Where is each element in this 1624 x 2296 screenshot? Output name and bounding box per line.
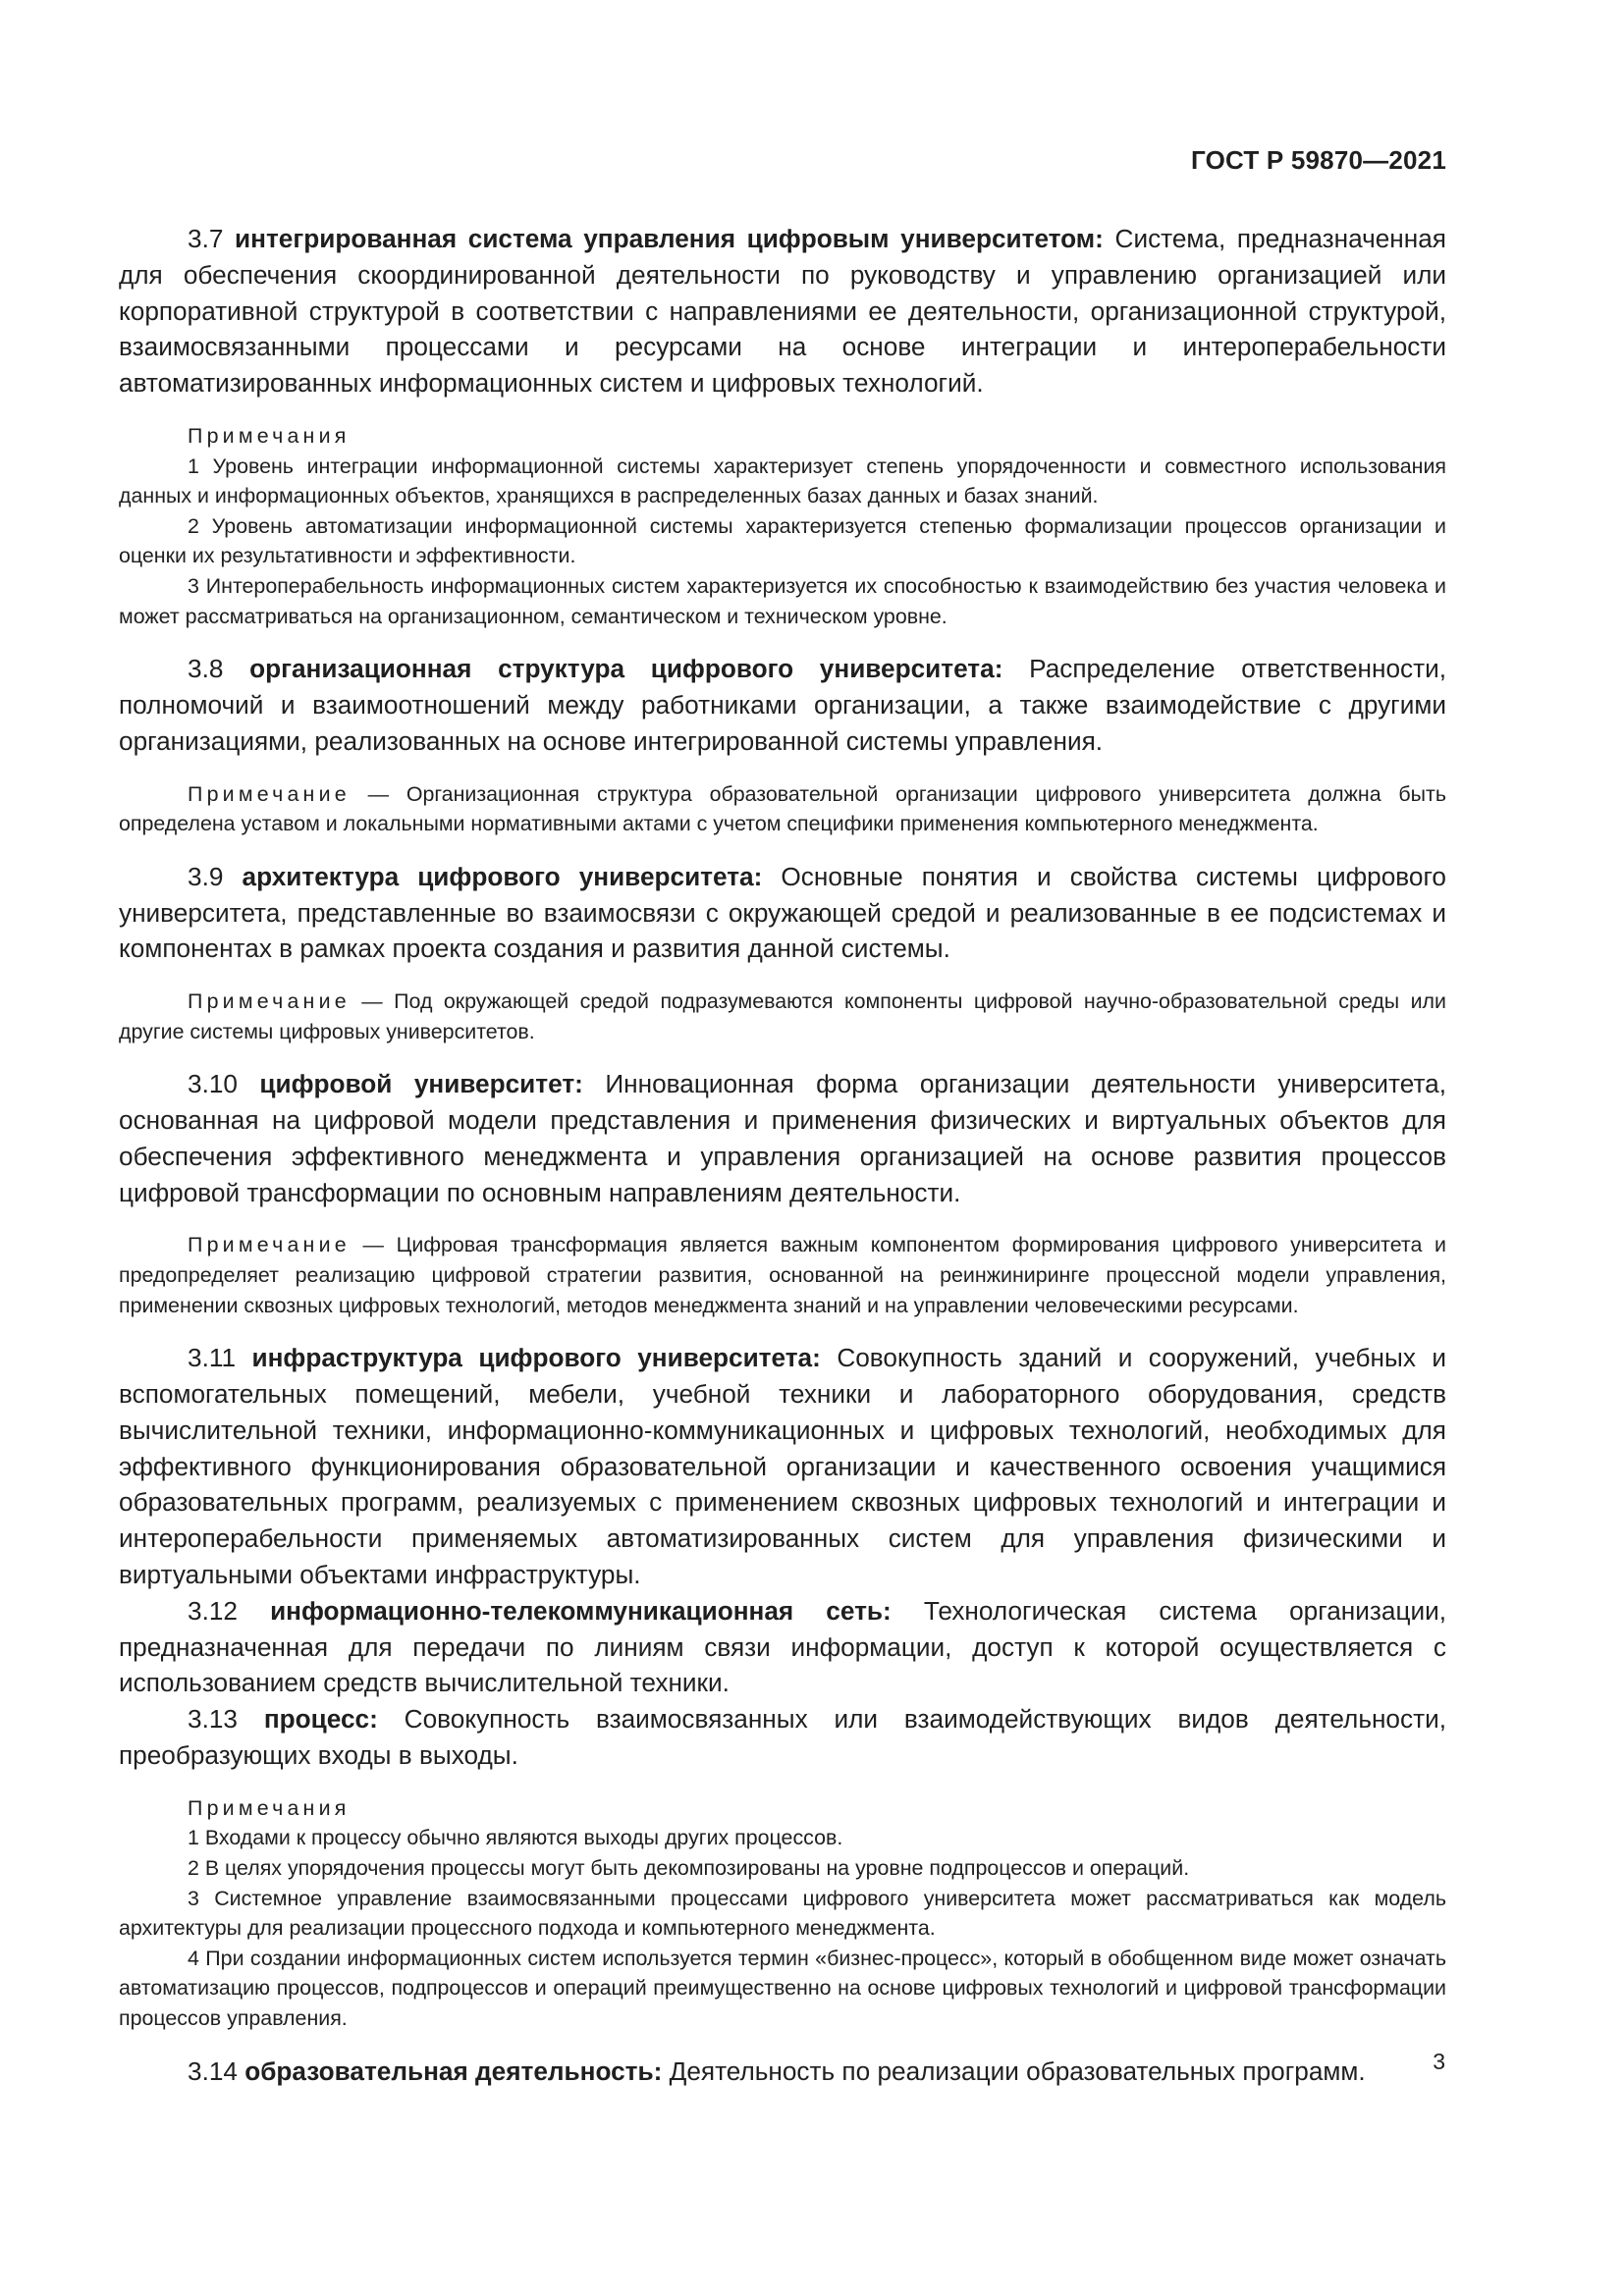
term-3-8: 3.8 организационная структура цифрового университета: Распределение ответственности, полномочий и взаимоотношений между работниками организации, а также взаимодействие с другими организациями, реализованных на основе интегрированной системы управления. xyxy=(119,654,1446,756)
term-definition: Совокупность зданий и сооружений, учебных и вспомогательных помещений, мебели, учебной техники и лабораторного оборудования, средств вычислительной техники, информационно-коммуникационных и цифровых технологий, необходимых для эффективного функционирования образовательной организации и качественного освоения учащимися образовательных программ, реализуемых с применением сквозных цифровых технологий и интеграции и интероперабельности применяемых автоматизированных систем для управления физическими и виртуальными объектами инфраструктуры. xyxy=(119,1343,1447,1590)
term-title: организационная структура цифрового университета: xyxy=(249,654,1003,684)
term-3-13: 3.13 процесс: Совокупность взаимосвязанных или взаимодействующих видов деятельности, преобразующих входы в выходы. xyxy=(119,1704,1446,1771)
term-definition: Совокупность взаимосвязанных или взаимодействующих видов деятельности, преобразующих входы в выходы. xyxy=(119,1704,1446,1771)
term-definition: Инновационная форма организации деятельности университета, основанная на цифровой модели представления и применения физических и виртуальных объектов для обеспечения эффективного менеджмента и управления организацией на основе развития процессов цифровой трансформации по основным направлениям деятельности. xyxy=(119,1069,1446,1207)
notes-3-7 xyxy=(119,421,1446,631)
term-3-14: 3.14 образовательная деятельность: Деятельность по реализации образовательных программ. xyxy=(188,2056,1366,2086)
note-text: — Организационная структура образовательной организации цифрового университета должна быть определена уставом и локальными нормативными актами с учетом специфики применения компьютерного менеджмента. xyxy=(119,781,1446,836)
note-label: Примечание xyxy=(188,1233,351,1257)
note-3-9 xyxy=(119,987,1446,1046)
note-item: 3 Системное управление взаимосвязанными процессами цифрового университета может рассматриваться как модель архитектуры для реализации процессного подхода и компьютерного менеджмента. xyxy=(119,1886,1446,1941)
notes-label: Примечания xyxy=(188,1795,351,1820)
notes-3-13 xyxy=(119,1793,1446,2034)
note-3-8 xyxy=(119,779,1446,839)
term-3-7: 3.7 интегрированная система управления цифровым университетом: Система, предназначенная для обеспечения скоординированной деятельности по руководству и управлению организацией или корпоративной структурой в соответствии с направлениями ее деятельности, организационной структурой, взаимосвязанными процессами и ресурсами на основе интеграции и интероперабельности автоматизированных информационных систем и цифровых технологий. xyxy=(119,224,1446,399)
term-3-12: 3.12 информационно-телекоммуникационная сеть: Технологическая система организации, предназначенная для передачи по линиям связи информации, доступ к которой осуществляется с использованием средств вычислительной техники. xyxy=(119,1595,1446,1698)
note-item: 2 В целях упорядочения процессы могут быть декомпозированы на уровне подпроцессов и операций. xyxy=(188,1856,1190,1881)
term-title: цифровой университет: xyxy=(259,1069,583,1099)
note-3-10 xyxy=(119,1230,1446,1320)
term-3-9: 3.9 архитектура цифрового университета: Основные понятия и свойства системы цифрового университета, представленные во взаимосвязи с окружающей средой и реализованные в ее подсистемах и компонентах в рамках проекта создания и развития данной системы. xyxy=(119,861,1447,964)
term-title: интегрированная система управления цифровым университетом: xyxy=(235,224,1104,253)
note-item: 4 При создании информационных систем используется термин «бизнес-процесс», который в обобщенном виде может означать автоматизацию процессов, подпроцессов и операций преимущественно на основе цифровых технологий и цифровой трансформации процессов управления. xyxy=(119,1946,1446,2030)
term-title: информационно-телекоммуникационная сеть: xyxy=(270,1595,892,1626)
note-item: 1 Уровень интеграции информационной системы характеризует степень упорядоченности и совместного использования данных и информационных объектов, хранящихся в распределенных базах данных и базах знаний. xyxy=(119,454,1446,508)
notes-label: Примечания xyxy=(188,423,351,448)
term-definition: Технологическая система организации, предназначенная для передачи по линиям связи информации, доступ к которой осуществляется с использованием средств вычислительной техники. xyxy=(119,1595,1446,1698)
page-number: 3 xyxy=(1433,2049,1445,2074)
document-body xyxy=(119,221,1446,2089)
term-title: архитектура цифрового университета: xyxy=(242,861,763,891)
note-text: — Под окружающей средой подразумеваются компоненты цифровой научно-образовательной среды или другие системы цифровых университетов. xyxy=(119,989,1446,1043)
note-item: 1 Входами к процессу обычно являются выходы других процессов. xyxy=(188,1826,843,1850)
note-label: Примечание xyxy=(188,989,351,1014)
term-title: процесс: xyxy=(263,1704,378,1735)
note-text: — Цифровая трансформация является важным компонентом формирования цифрового университета и предопределяет реализацию цифровой стратегии развития, основанной на реинжиниринге процессной модели управления, применении сквозных цифровых технологий, методов менеджмента знаний и на управлении человеческими ресурсами. xyxy=(119,1233,1446,1317)
term-definition: Система, предназначенная для обеспечения скоординированной деятельности по руководству и управлению организацией или корпоративной структурой в соответствии с направлениями ее деятельности, организационной структурой, взаимосвязанными процессами и ресурсами на основе интеграции и интероперабельности автоматизированных информационных систем и цифровых технологий. xyxy=(119,224,1446,399)
note-item: 3 Интероперабельность информационных систем характеризуется их способностью к взаимодействию без участия человека и может рассматриваться на организационном, семантическом и техническом уровне. xyxy=(119,573,1446,628)
note-item: 2 Уровень автоматизации информационной системы характеризуется степенью формализации процессов организации и оценки их результативности и эффективности. xyxy=(119,513,1446,568)
term-title: инфраструктура цифрового университета: xyxy=(251,1343,821,1373)
term-definition: Основные понятия и свойства системы цифрового университета, представленные во взаимосвязи с окружающей средой и реализованные в ее подсистемах и компонентах в рамках проекта создания и развития данной системы. xyxy=(119,861,1447,964)
term-3-11: 3.11 инфраструктура цифрового университета: Совокупность зданий и сооружений, учебных и вспомогательных помещений, мебели, учебной техники и лабораторного оборудования, средств вычислительной техники, информационно-коммуникационных и цифровых технологий, необходимых для эффективного функционирования образовательной организации и качественного освоения учащимися образовательных программ, реализуемых с применением сквозных цифровых технологий и интеграции и интероперабельности применяемых автоматизированных систем для управления физическими и виртуальными объектами инфраструктуры. xyxy=(119,1343,1447,1590)
term-title: образовательная деятельность: xyxy=(244,2056,663,2086)
term-3-10: 3.10 цифровой университет: Инновационная форма организации деятельности университета, основанная на цифровой модели представления и применения физических и виртуальных объектов для обеспечения эффективного менеджмента и управления организацией на основе развития процессов цифровой трансформации по основным направлениям деятельности. xyxy=(119,1069,1446,1207)
term-definition: Распределение ответственности, полномочий и взаимоотношений между работниками организации, а также взаимодействие с другими организациями, реализованных на основе интегрированной системы управления. xyxy=(119,654,1446,756)
term-definition: Деятельность по реализации образовательных программ. xyxy=(669,2056,1366,2086)
standard-header: ГОСТ Р 59870—2021 xyxy=(1191,145,1446,175)
note-label: Примечание xyxy=(188,781,351,806)
